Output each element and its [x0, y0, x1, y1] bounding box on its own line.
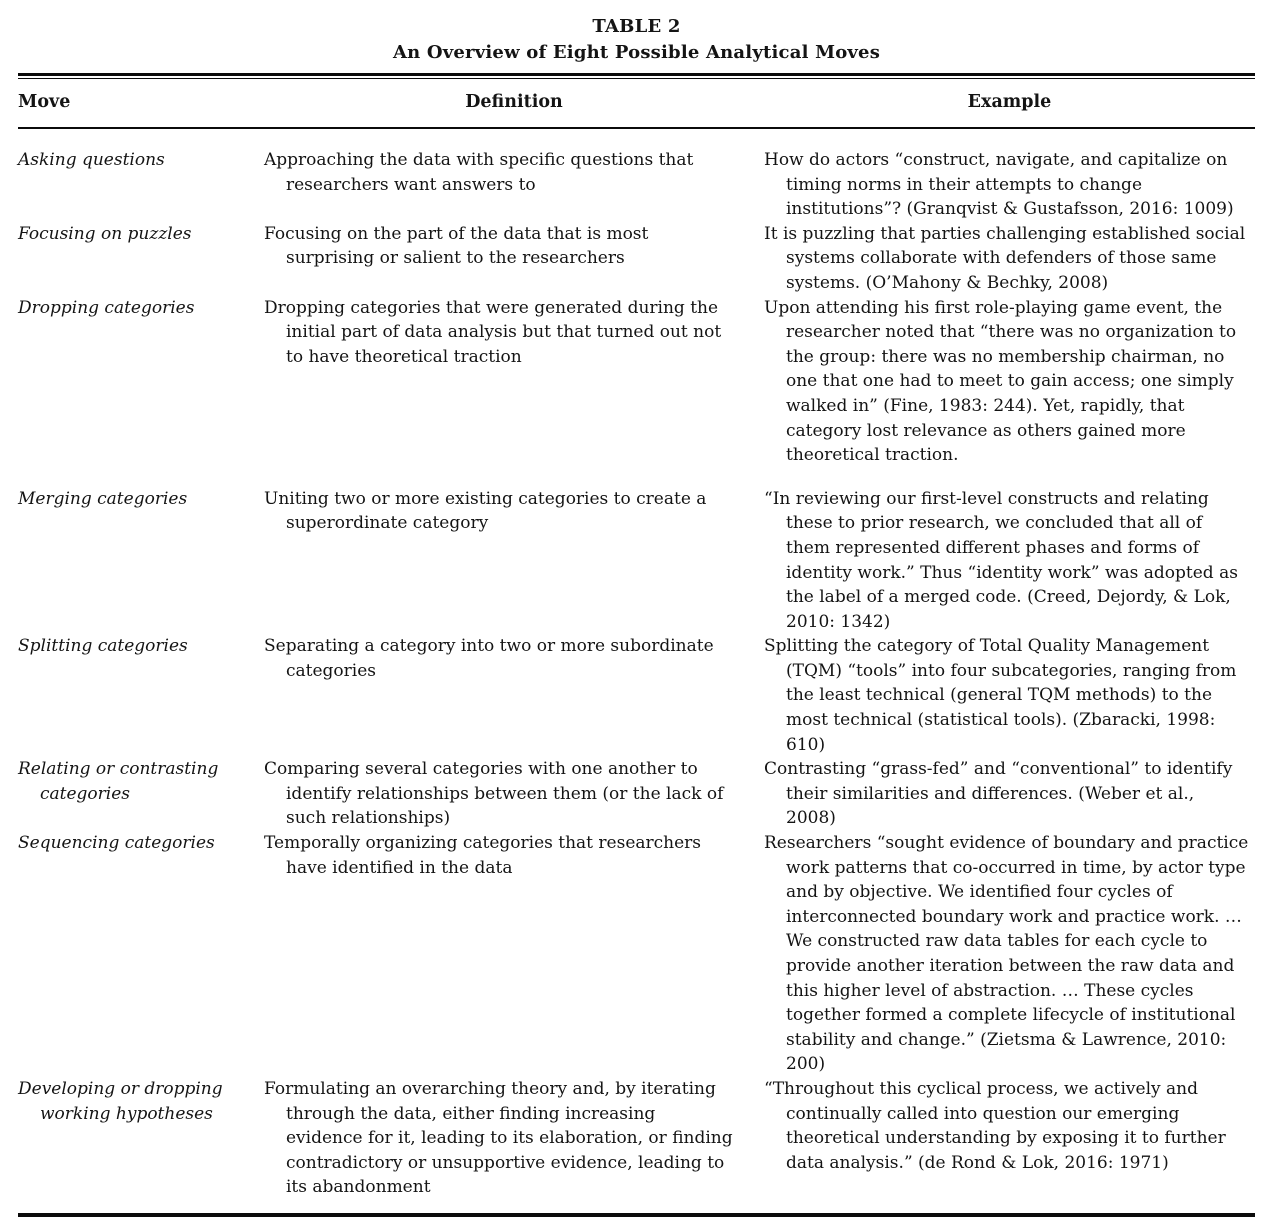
- cell-example: Researchers “sought evidence of boundary and practice work patterns that co-occurred in time, by actor type and by objective. We identified four cycles of interconnected boundary work and practice work. … We constructed raw data tables for each cycle to provide another iteration between the raw data and this higher level of abstraction. … These cycles together formed a complete lifecycle of institutional stability and change.” (Zietsma & Lawrence, 2010: 200): [764, 833, 1249, 1075]
- table-row: [18, 128, 1255, 222]
- cell-example: Upon attending his first role-playing game event, the researcher noted that “there was no organization to the group: there was no membership chairman, no one that one had to meet to gain access; one simply walked in” (Fine, 1983: 244). Yet, rapidly, that category lost relevance as others gained more theoretical traction.: [764, 297, 1237, 466]
- cell-move: Sequencing categories: [18, 833, 215, 854]
- table-title: An Overview of Eight Possible Analytical Moves: [392, 42, 881, 63]
- table-row: [18, 757, 1255, 831]
- header-row: [18, 79, 1255, 128]
- cell-move: Dropping categories: [18, 297, 195, 318]
- table-row: [18, 1077, 1255, 1200]
- cell-example: Splitting the category of Total Quality Management (TQM) “tools” into four subcategories, ranging from the least technical (general TQM methods) to the most technical (statistical tools). (Zbaracki, 1998: 610): [764, 636, 1237, 755]
- table-row: [18, 831, 1255, 1077]
- table-row: [18, 296, 1255, 487]
- cell-example: It is puzzling that parties challenging established social systems collaborate with defenders of those same systems. (O’Mahony & Bechky, 2008): [764, 223, 1246, 293]
- cell-example: Contrasting “grass-fed” and “conventional” to identify their similarities and differences. (Weber et al., 2008): [764, 759, 1233, 829]
- cell-example: “Throughout this cyclical process, we actively and continually called into question our emerging theoretical understanding by exposing it to further data analysis.” (de Rond & Lok, 2016: 1971): [764, 1078, 1226, 1173]
- table-row: [18, 634, 1255, 757]
- cell-move: Asking questions: [18, 150, 165, 170]
- cell-definition: Approaching the data with specific questions that researchers want answers to: [264, 150, 694, 195]
- cell-definition: Separating a category into two or more subordinate categories: [264, 636, 714, 681]
- cell-definition: Uniting two or more existing categories to create a superordinate category: [264, 488, 707, 534]
- table-caption: [18, 14, 1255, 66]
- cell-definition: Dropping categories that were generated during the initial part of data analysis but that turned out not to have theoretical traction: [264, 297, 722, 367]
- cell-move: Splitting categories: [18, 636, 188, 657]
- cell-example: “In reviewing our first-level constructs and relating these to prior research, we concluded that all of them represented different phases and forms of identity work.” Thus “identity work” was adopted as the label of a merged code. (Creed, Dejordy, & Lok, 2010: 1342): [764, 488, 1238, 632]
- cell-move: Merging categories: [18, 488, 188, 509]
- cell-move: Developing or dropping working hypotheses: [18, 1078, 223, 1124]
- table-row: [18, 487, 1255, 635]
- cell-definition: Formulating an overarching theory and, by iterating through the data, either finding increasing evidence for it, leading to its elaboration, or finding contradictory or unsupportive evidence, leading to its abandonment: [264, 1078, 733, 1198]
- cell-definition: Comparing several categories with one another to identify relationships between them (or the lack of such relationships): [264, 759, 724, 829]
- cell-example: How do actors “construct, navigate, and capitalize on timing norms in their attempts to change institutions”? (Granqvist & Gustafsson, 2016: 1009): [764, 150, 1234, 220]
- cell-definition: Focusing on the part of the data that is most surprising or salient to the researchers: [264, 223, 649, 269]
- analytical-moves-table: [18, 79, 1255, 1200]
- table-row: [18, 222, 1255, 296]
- cell-definition: Temporally organizing categories that researchers have identified in the data: [264, 833, 702, 878]
- bottom-rule: [18, 1213, 1255, 1217]
- table-label: TABLE 2: [592, 16, 681, 37]
- cell-move: Relating or contrasting categories: [18, 759, 219, 804]
- column-header-move: Move: [18, 79, 264, 128]
- column-header-definition: Definition: [264, 79, 764, 128]
- column-header-example: Example: [764, 79, 1255, 128]
- cell-move: Focusing on puzzles: [18, 223, 192, 244]
